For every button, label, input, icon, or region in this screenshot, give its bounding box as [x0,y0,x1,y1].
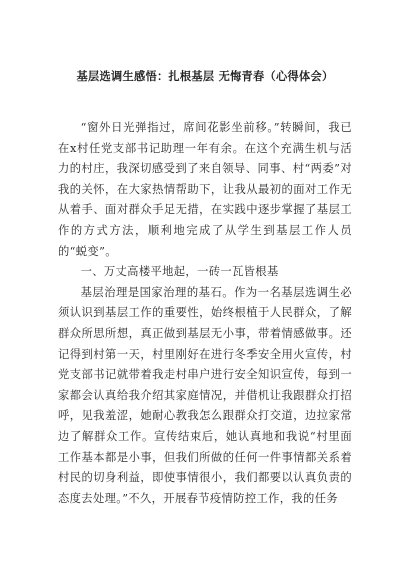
document-title: 基层选调生感悟：扎根基层 无悔青春（心得体会） [76,70,334,83]
section-heading-1: 一、万丈高楼平地起，一砖一瓦皆根基 [80,265,279,279]
paragraph-section-1: 基层治理是国家治理的基石。作为一名基层选调生必须认识到基层工作的重要性，始终根植于人民群众，了解群众所思所想，真正做到基层无小事，带着情感做事。还记得到村第一天，村里刚好在进行冬季安全用火宣传，村党支部书记就带着我走村串户进行安全知识宣传，每到一家都会认真给我介绍其家庭情况，并借机让我跟群众打招呼，见我羞涩，她耐心教我怎么跟群众打交道，边拉家常边了解群众工作。宣传结束后，她认真地和我说“村里面工作基本都是小事，但我们所做的任何一件事情都关系着村民的切身利益，即使事情很小，我们都要以认真负责的态度去处理。”不久，开展春节疫情防控工作，我的任务 [58,285,352,505]
paragraph-intro: “窗外日光弹指过，席间花影坐前移。”转瞬间，我已在x村任党支部书记助理一年有余。在这个充满生机与活力的村庄，我深切感受到了来自领导、同事、村“两委”对我的关怀，在大家热情帮助下，让我从最初的面对工作无从着手、面对群众手足无措，在实践中逐步掌握了基层工作的方式方法，顺利地完成了从学生到基层工作人员的“蜕变”。 [58,121,352,258]
